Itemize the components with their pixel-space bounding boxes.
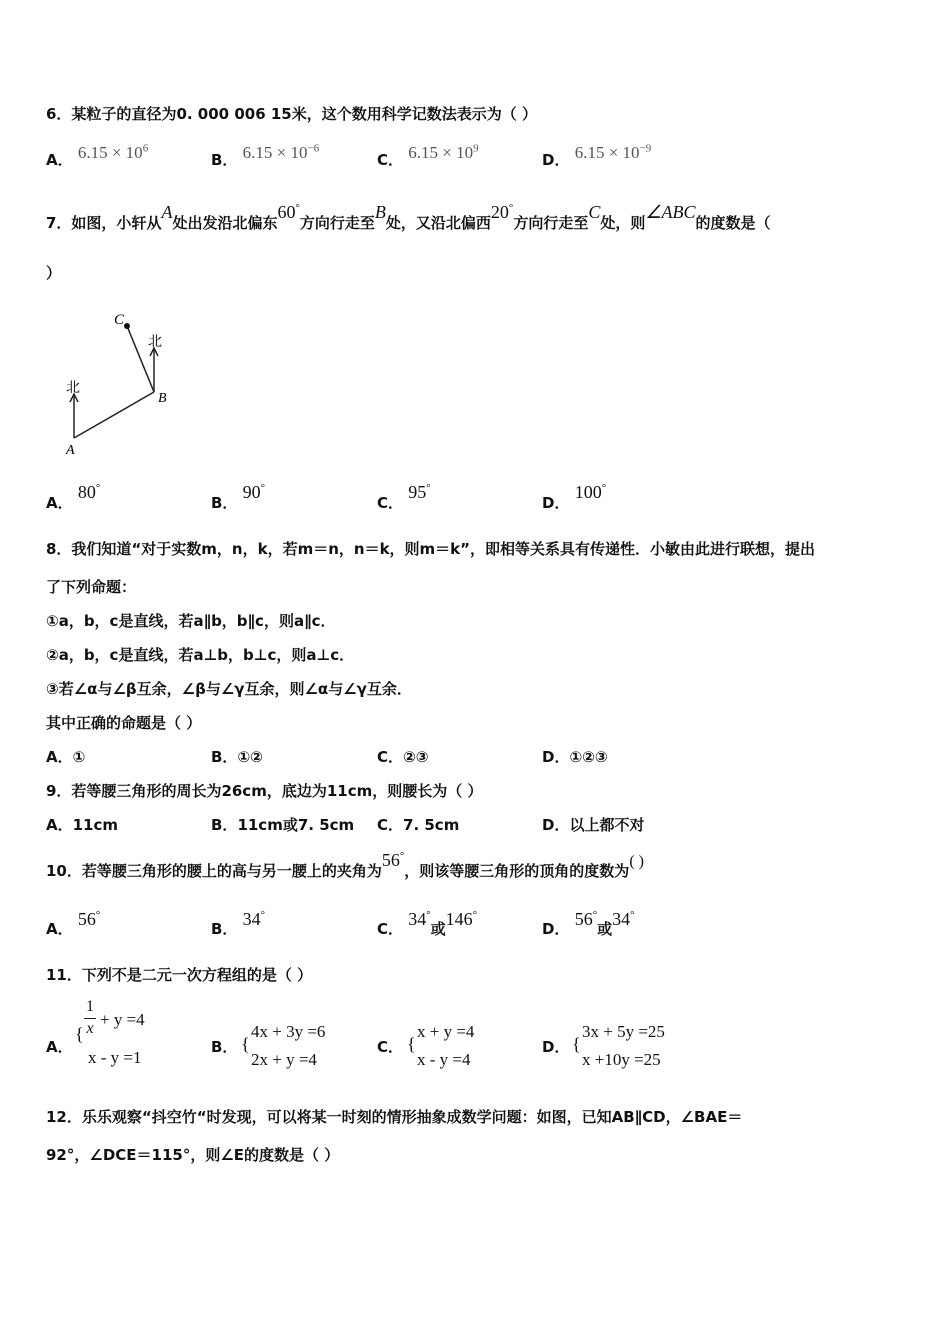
- q7-stem-close: ）: [46, 264, 62, 282]
- q8-option-b[interactable]: B．①②: [211, 748, 263, 766]
- q12-stem-line2: 92°，∠DCE＝115°，则∠E的度数是（ ）: [46, 1146, 340, 1164]
- q11-a-eq1: + y =4: [100, 1010, 145, 1029]
- q11-option-b-label: B．: [211, 1038, 238, 1056]
- q11-a-frac-num: 1: [86, 998, 94, 1015]
- q8-ask: 其中正确的命题是（ ）: [46, 714, 202, 732]
- q9-option-c[interactable]: C．7. 5cm: [377, 816, 460, 834]
- q11-d-eq2: x +10y =25: [582, 1050, 661, 1069]
- q12-stem-line1: 12．乐乐观察“抖空竹“时发现，可以将某一时刻的情形抽象成数学问题：如图，已知AB∥CD，∠BAE＝: [46, 1108, 743, 1126]
- q8-option-a[interactable]: A．①: [46, 748, 86, 766]
- label-a: A: [66, 443, 75, 458]
- q11-c-eq1: x + y =4: [417, 1022, 475, 1041]
- q6-option-a[interactable]: A． $6.15 \times 10^6$: [46, 142, 149, 169]
- q8-statement-2: ②a，b，c是直线，若a⊥b，b⊥c，则a⊥c．: [46, 646, 355, 664]
- q10-option-d[interactable]: D． 56°或34°: [542, 909, 635, 938]
- q11-d-brace: {: [572, 1034, 581, 1054]
- q8-statement-3: ③若∠α与∠β互余，∠β与∠γ互余，则∠α与∠γ互余．: [46, 680, 412, 698]
- q10-option-b[interactable]: B． 34°: [211, 909, 266, 938]
- q7-option-c[interactable]: C． 95°: [377, 482, 431, 512]
- q7-option-b[interactable]: B． 90°: [211, 482, 266, 512]
- label-c: C: [114, 312, 125, 328]
- north-label-a: 北: [66, 380, 80, 396]
- q8-option-d[interactable]: D．①②③: [542, 748, 608, 766]
- q11-b-eq2: 2x + y =4: [251, 1050, 317, 1069]
- q8-statement-1: ①a，b，c是直线，若a∥b，b∥c，则a∥c．: [46, 612, 336, 630]
- q9-option-b[interactable]: B．11cm或7. 5cm: [211, 816, 355, 834]
- q11-d-eq1: 3x + 5y =25: [582, 1022, 665, 1041]
- q11-a-frac-bar: [84, 1018, 96, 1019]
- q8-option-c[interactable]: C．②③: [377, 748, 429, 766]
- q7-stem: 7．如图，小轩从A处出发沿北偏东60°方向行走至B处，又沿北偏西20°方向行走至C处，则∠ABC的度数是（: [46, 202, 771, 232]
- q11-b-brace: {: [241, 1034, 250, 1054]
- path-a-to-b: [74, 392, 154, 438]
- q11-a-eq2: x - y =1: [88, 1048, 142, 1067]
- q7-option-d[interactable]: D． 100°: [542, 482, 607, 512]
- q6-option-b[interactable]: B． $6.15 \times 10^{-6}$: [211, 142, 320, 169]
- q11-option-d-label: D．: [542, 1038, 570, 1056]
- q6-option-c[interactable]: C． $6.15 \times 10^9$: [377, 142, 479, 169]
- q11-a-frac-den: x: [86, 1020, 94, 1037]
- q10-stem: 10．若等腰三角形的腰上的高与另一腰上的夹角为56°，则该等腰三角形的顶角的度数为( ): [46, 850, 644, 880]
- north-label-b: 北: [148, 334, 162, 350]
- q10-option-a[interactable]: A． 56°: [46, 909, 101, 938]
- q11-option-a-label: A．: [46, 1038, 73, 1056]
- q9-option-d[interactable]: D．以上都不对: [542, 816, 645, 834]
- q11-c-brace: {: [407, 1034, 416, 1054]
- q9-stem: 9．若等腰三角形的周长为26cm，底边为11cm，则腰长为（ ）: [46, 782, 483, 800]
- q11-stem: 11．下列不是二元一次方程组的是（ ）: [46, 966, 313, 984]
- q11-a-brace: {: [75, 1024, 84, 1044]
- q8-stem-line2: 了下列命题：: [46, 578, 137, 596]
- q7-figure: [60, 308, 180, 460]
- q8-stem-line1: 8．我们知道“对于实数m，n，k，若m＝n，n＝k，则m＝k”，即相等关系具有传递性．小敏由此进行联想，提出: [46, 540, 816, 558]
- q10-option-c[interactable]: C． 34°或146°: [377, 909, 478, 938]
- point-c: [124, 323, 130, 329]
- q11-option-c-label: C．: [377, 1038, 404, 1056]
- label-b: B: [158, 391, 167, 406]
- q11-b-eq1: 4x + 3y =6: [251, 1022, 326, 1041]
- q6-option-d[interactable]: D． $6.15 \times 10^{-9}$: [542, 142, 652, 169]
- q11-c-eq2: x - y =4: [417, 1050, 471, 1069]
- q9-option-a[interactable]: A．11cm: [46, 816, 119, 834]
- q7-option-a[interactable]: A． 80°: [46, 482, 101, 512]
- q6-stem: 6．某粒子的直径为0. 000 006 15米，这个数用科学记数法表示为（ ）: [46, 105, 537, 123]
